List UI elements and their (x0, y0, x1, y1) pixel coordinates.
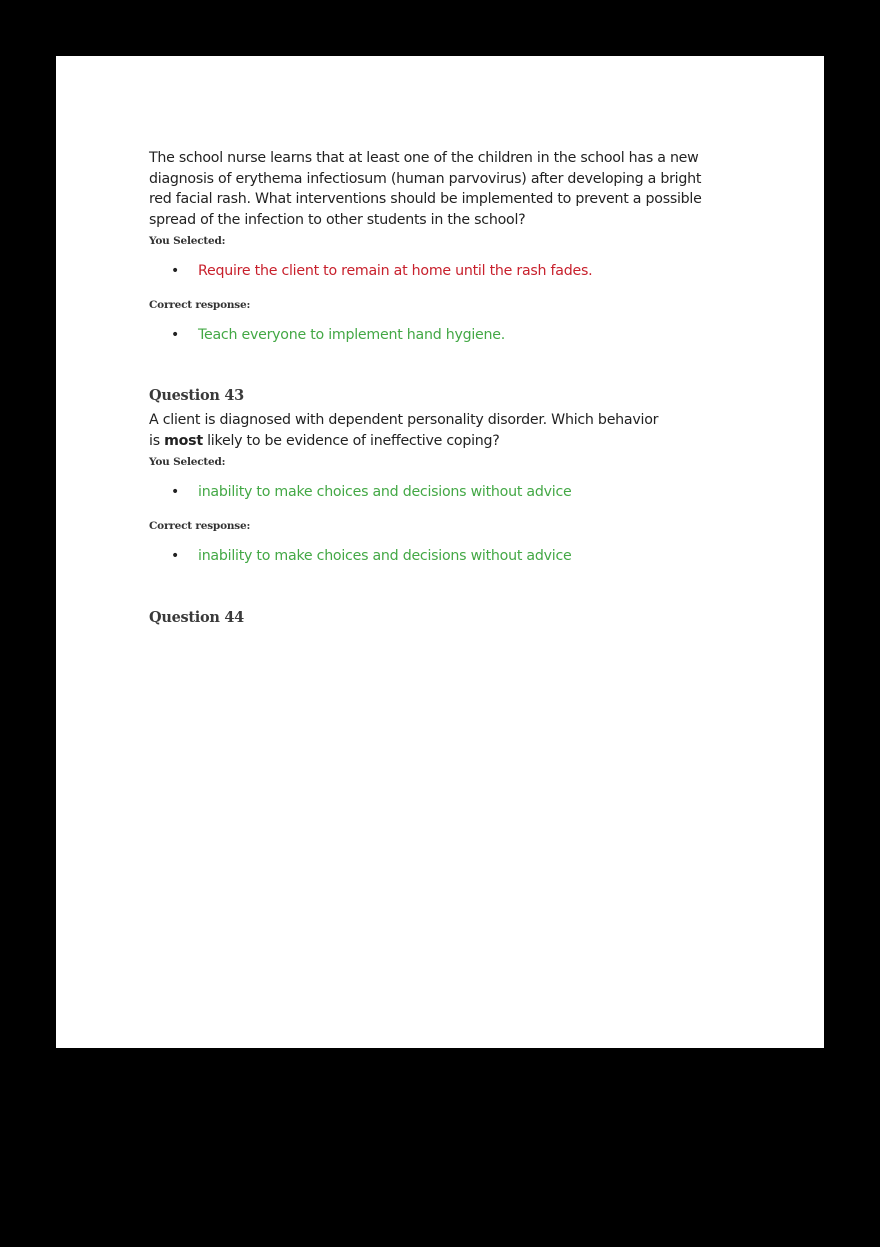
selected-answer-text: inability to make choices and decisions without advice (198, 484, 572, 500)
bullet-icon: • (171, 548, 180, 564)
selected-answer-correct (149, 482, 729, 502)
question-text-part1: A client is diagnosed with dependent personality disorder. Which behavior is (149, 412, 659, 449)
correct-response-label: Correct response: (149, 299, 251, 311)
correct-answer-text: Teach everyone to implement hand hygiene. (198, 327, 506, 343)
you-selected-label: You Selected: (149, 456, 226, 468)
selected-answer-text: Require the client to remain at home until the rash fades. (198, 263, 593, 279)
document-content (149, 148, 729, 626)
question-text (149, 410, 669, 451)
selected-answer-incorrect (149, 261, 729, 281)
question-text-emphasis: most (164, 432, 203, 449)
correct-answer-text: inability to make choices and decisions without advice (198, 548, 572, 564)
correct-answer (149, 546, 729, 566)
question-43 (149, 387, 729, 566)
question-44 (149, 609, 729, 626)
bullet-icon: • (171, 263, 180, 279)
bullet-icon: • (171, 327, 180, 343)
correct-answer (149, 325, 729, 345)
question-heading: Question 44 (149, 609, 244, 626)
document-page (56, 56, 824, 1048)
you-selected-label: You Selected: (149, 235, 226, 247)
question-42 (149, 148, 729, 345)
question-text: The school nurse learns that at least one of the children in the school has a new diagnosis of erythema infectiosum (human parvovirus) after developing a bright red facial rash. What interventions should be implemented to prevent a possible spread of the infection to other students in the school? (149, 150, 702, 228)
question-text-part2: likely to be evidence of ineffective coping? (202, 432, 500, 449)
bullet-icon: • (171, 484, 180, 500)
correct-response-label: Correct response: (149, 520, 251, 532)
question-heading: Question 43 (149, 387, 244, 404)
